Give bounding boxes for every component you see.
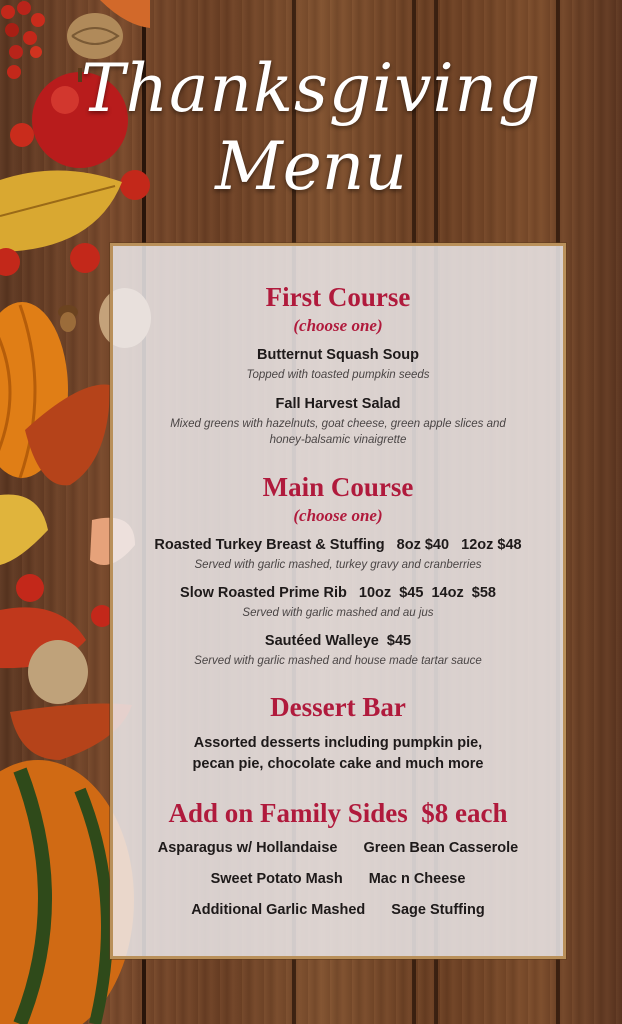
sides-row <box>113 902 563 918</box>
menu-item-name: Fall Harvest Salad <box>275 396 401 412</box>
menu-item-desc: Mixed greens with hazelnuts, goat cheese, green apple slices and <box>170 418 506 430</box>
berry-icon <box>70 243 100 273</box>
dessert-desc-line1: Assorted desserts including pumpkin pie, <box>193 735 483 751</box>
acorn-icon <box>58 305 78 332</box>
side-item: Asparagus w/ Hollandaise <box>157 840 338 856</box>
menu-item-desc: honey-balsamic vinaigrette <box>269 434 407 446</box>
side-item: Additional Garlic Mashed <box>191 902 366 918</box>
menu-item-desc: Served with garlic mashed, turkey gravy and cranberries <box>194 559 482 571</box>
sides-row <box>113 840 563 856</box>
sides-heading: Add on Family Sides $8 each <box>168 798 508 828</box>
dessert-heading: Dessert Bar <box>270 692 406 722</box>
side-item: Green Bean Casserole <box>363 840 519 856</box>
berry-icon <box>0 248 20 276</box>
sides-row <box>113 871 563 887</box>
menu-item-desc: Served with garlic mashed and au jus <box>242 607 434 619</box>
main-course-note: (choose one) <box>293 506 383 525</box>
berry-icon <box>16 574 44 602</box>
side-item: Sage Stuffing <box>391 902 485 918</box>
dessert-desc-line2: pecan pie, chocolate cake and much more <box>192 756 484 772</box>
leaf-icon <box>0 494 48 565</box>
main-course-heading: Main Course <box>262 472 414 502</box>
menu-item-name: Sautéed Walleye $45 <box>264 633 412 649</box>
first-course-heading: First Course <box>265 282 411 312</box>
menu-panel <box>110 243 566 959</box>
menu-title-line1: Thanksgiving <box>80 50 542 127</box>
side-item: Sweet Potato Mash <box>210 871 343 887</box>
menu-title-line2: Menu <box>215 128 407 205</box>
menu-item-name: Butternut Squash Soup <box>257 347 419 363</box>
first-course-note: (choose one) <box>293 316 383 335</box>
menu-item-desc: Topped with toasted pumpkin seeds <box>246 369 430 381</box>
menu-item-desc: Served with garlic mashed and house made tartar sauce <box>194 655 482 667</box>
menu-item-name: Roasted Turkey Breast & Stuffing 8oz $40 12oz $48 <box>154 537 522 553</box>
menu-item-name: Slow Roasted Prime Rib 10oz $45 14oz $58 <box>180 585 496 601</box>
side-item: Mac n Cheese <box>368 871 466 887</box>
walnut-icon <box>28 640 88 704</box>
